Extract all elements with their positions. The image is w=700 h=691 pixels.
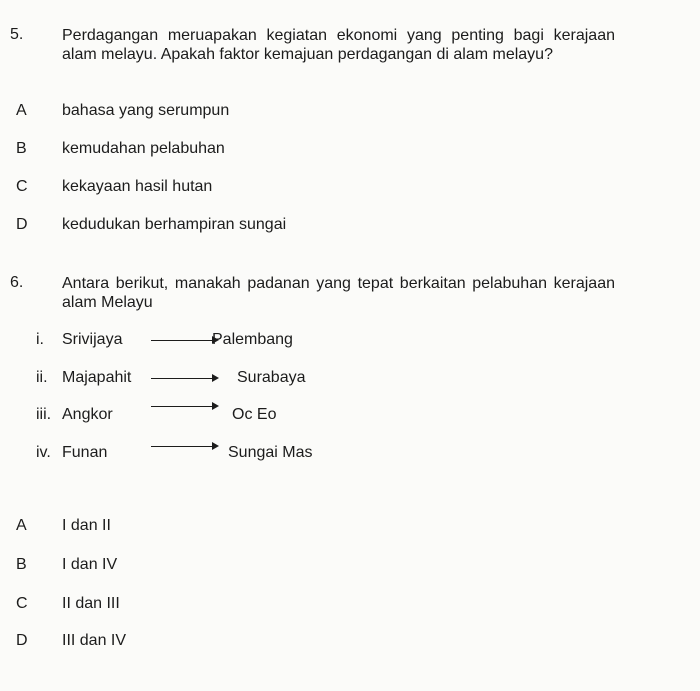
pair-kingdom: Majapahit	[62, 369, 132, 386]
option-text: kedudukan berhampiran sungai	[62, 216, 287, 233]
option-letter: B	[16, 140, 27, 157]
arrow-right-icon	[151, 446, 217, 447]
option-text: III dan IV	[62, 632, 127, 649]
pair-port: Sungai Mas	[228, 444, 313, 461]
pair-kingdom: Srivijaya	[62, 331, 123, 348]
option-letter: A	[16, 102, 27, 119]
arrow-right-icon	[151, 406, 217, 407]
question-6-number: 6.	[10, 274, 24, 291]
pair-port: Palembang	[212, 331, 293, 348]
arrow-right-icon	[151, 340, 217, 341]
option-text: bahasa yang serumpun	[62, 102, 230, 119]
pair-port: Surabaya	[237, 369, 306, 386]
pair-port: Oc Eo	[232, 406, 277, 423]
pair-number: ii.	[36, 369, 48, 386]
question-5-text: Perdagangan meruapakan kegiatan ekonomi yang penting bagi kerajaan alam melayu. Apakah faktor kemajuan perdagangan di alam melayu?	[62, 27, 615, 63]
pair-number: i.	[36, 331, 44, 348]
option-text: I dan II	[62, 517, 111, 534]
question-6-text: Antara berikut, manakah padanan yang tepat berkaitan pelabuhan kerajaan alam Melayu	[62, 275, 615, 311]
option-letter: B	[16, 556, 27, 573]
option-letter: A	[16, 517, 27, 534]
option-letter: D	[16, 216, 28, 233]
option-letter: D	[16, 632, 28, 649]
pair-number: iii.	[36, 406, 52, 423]
arrow-right-icon	[151, 378, 217, 379]
question-5-number: 5.	[10, 26, 24, 43]
option-text: I dan IV	[62, 556, 118, 573]
option-letter: C	[16, 595, 28, 612]
option-letter: C	[16, 178, 28, 195]
option-text: II dan III	[62, 595, 120, 612]
option-text: kekayaan hasil hutan	[62, 178, 213, 195]
pair-kingdom: Funan	[62, 444, 108, 461]
pair-kingdom: Angkor	[62, 406, 113, 423]
option-text: kemudahan pelabuhan	[62, 140, 225, 157]
pair-number: iv.	[36, 444, 51, 461]
